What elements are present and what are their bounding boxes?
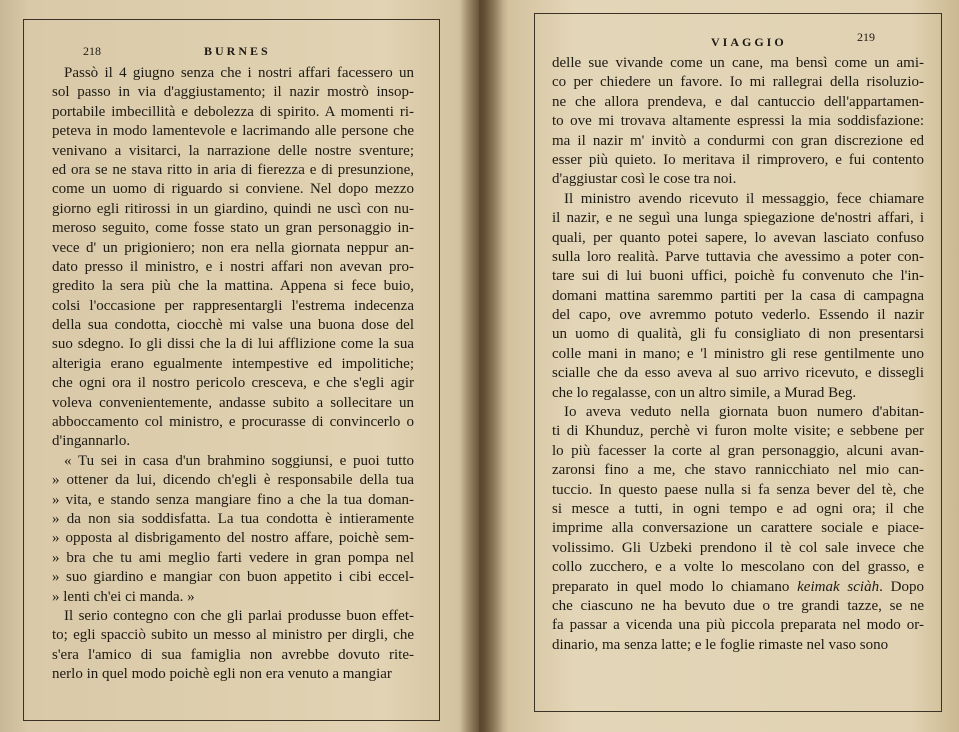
text-line: Il serio contegno con che gli parlai produsse buon effet- <box>64 607 414 624</box>
text-line: tuccio. In questo paese nulla si fa senza bever del tè, che <box>552 481 924 498</box>
text-line: Passò il 4 giugno senza che i nostri affari facessero un <box>64 65 414 81</box>
text-line: » bra che tu ami meglio farti vedere in gran pompa nel <box>52 549 414 566</box>
text-line: s'era l'amico di sua famiglia non avrebbe dovuto rite- <box>52 646 414 663</box>
text-line: ti di Khunduz, perchè vi furon molte visite; e sebbene per <box>552 423 924 440</box>
right-running-head: VIAGGIO <box>711 35 787 49</box>
text-line: sulla loro realità. Parve tuttavia che avessimo a poter con- <box>552 248 924 265</box>
text-line: d'ingannarlo. <box>52 433 131 450</box>
text-line: suo sdegno. Io gli dissi che la di lui afflizione come la sua <box>52 336 414 353</box>
text-line: vece d' un prigioniero; non era nella giornata neppur an- <box>52 239 414 256</box>
text-line: venivano a visitarci, la narrazione delle nostre sventure; <box>52 142 414 159</box>
text-line: zaronsi fino a me, che stavo rannicchiato nel mio can- <box>552 462 924 479</box>
text-line: meroso seguito, come fosse stato un gran personaggio in- <box>52 220 414 237</box>
text-line: quali, per quanto potei sapere, lo avevan lasciato confuso <box>552 229 924 246</box>
right-page-body <box>552 54 924 655</box>
right-page <box>479 0 959 732</box>
text-line: lo più facesser la corte al gran personaggio, alcuni avan- <box>552 442 924 459</box>
text-line: nerlo in quel modo poichè egli non era venuto a mangiar <box>52 666 392 683</box>
text-line: » da non sia soddisfatta. La tua condotta è intieramente <box>52 510 414 527</box>
text-line: peteva in modo lamentevole e lacrimando alle persone che <box>52 123 414 140</box>
text-line: dinario, ma senza latte; e le foglie rimaste nel vaso sono <box>552 636 889 653</box>
text-line: voleva convenientemente, andasse subito a sollecitare un <box>52 394 414 411</box>
text-line: domani mattina saremmo partiti per la casa di campagna <box>552 287 924 304</box>
right-page-number: 219 <box>857 30 875 44</box>
text-line: come un uomo di riguardo si conviene. Nel dopo mezzo <box>52 181 414 198</box>
left-page-body <box>52 64 414 685</box>
text-line: co per chiedere un favore. Io mi rallegrai della risoluzio- <box>552 74 924 91</box>
text-line: volissimo. Gli Uzbeki prendono il tè col sale invece che <box>552 539 924 556</box>
left-page <box>0 0 479 732</box>
text-line: tare sui di lui buoni uffici, poichè fu convenuto che l'in- <box>552 268 924 285</box>
text-line: ed ora se ne stava ritto in aria di fierezza e di presunzione, <box>52 161 414 178</box>
text-line: fa passar a vicenda una più piccola preparata nel modo or- <box>552 617 924 634</box>
text-line <box>552 578 924 597</box>
text-line: » lenti ch'ei ci manda. » <box>52 588 195 605</box>
text-line: « Tu sei in casa d'un brahmino soggiunsi, e puoi tutto <box>64 452 414 469</box>
text-line-part: preparato in quel modo lo chiamano <box>552 578 798 595</box>
text-line: » suo giardino e mangiar con buon appetito i cibi eccel- <box>52 569 414 586</box>
text-line: che ciascuno ne ha bevuto due o tre grandi tazze, se ne <box>552 597 924 614</box>
left-running-head: BURNES <box>204 44 271 58</box>
text-line: ne che allora prendeva, e dal cantuccio dell'appartamen- <box>552 93 924 110</box>
text-line: della sua condotta, ciocchè mi valse una buona dose del <box>52 317 414 334</box>
text-line: colsi l'occasione per rappresentargli l'estrema indecenza <box>52 297 414 314</box>
text-line: » vita, e stando senza mangiare fino a che la tua doman- <box>52 491 414 508</box>
text-line: esser più quieto. Io meritava il rimprovero, e fui contento <box>552 151 924 168</box>
text-line: alterigia erano egualmente intempestive ed impolitiche; <box>52 355 414 372</box>
text-line: dato presso il ministro, e i nostri affari non avevan pro- <box>52 258 414 275</box>
gutter-shadow-left <box>458 0 479 732</box>
text-line: portabile imbecillità e debolezza di spirito. A momenti ri- <box>52 103 414 120</box>
text-line: giorno egli ritirossi in un giardino, quindi ne uscì con nu- <box>52 200 414 217</box>
text-line: Io aveva veduto nella giornata buon numero d'abitan- <box>564 404 924 421</box>
left-page-number: 218 <box>83 44 101 58</box>
text-line: scialle che da esso aveva al suo arrivo ricevuto, e dissegli <box>552 365 924 382</box>
text-line: sol passo in via d'aggiustamento; il nazir mostrò insop- <box>52 84 414 101</box>
text-line: d'aggiustar così le cose tra noi. <box>552 171 737 188</box>
text-line: un uomo di qualità, gli fu consigliato di non presentarsi <box>552 326 924 343</box>
text-line: il nazir, e ne seguì una lunga spiegazione de'nostri affari, i <box>552 210 924 227</box>
text-line: che lo regalasse, con un altro simile, a Murad Beg. <box>552 384 857 401</box>
text-line: gredito la sera più che la mattina. Appena si fece buio, <box>52 278 414 295</box>
text-line: abboccamento col ministro, e procurasse di convincerlo o <box>52 414 414 431</box>
text-line: Il ministro avendo ricevuto il messaggio, fece chiamare <box>564 190 924 207</box>
text-line: to; egli spacciò subito un messo al ministro per dirgli, che <box>52 627 414 644</box>
text-line: » opposta al disbrigamento del nostro affare, poichè sem- <box>52 530 414 547</box>
text-line: ma il nazir m' invitò a condurmi con gran discrezione ed <box>552 132 924 149</box>
text-line-part: . Dopo <box>879 578 924 595</box>
text-line: colle mani in mano; e 'l ministro gli rese gentilmente uno <box>552 345 924 362</box>
text-line: delle sue vivande come un cane, ma bensì come un ami- <box>552 55 924 71</box>
text-line: imprime alla conversazione un carattere sociale e piace- <box>552 520 924 537</box>
text-line: to ove mi trovava altamente espressi la mia soddisfazione: <box>552 113 924 130</box>
text-line: » ottener da lui, dicendo ch'egli è responsabile della tua <box>52 472 414 489</box>
gutter-shadow-right <box>479 0 509 732</box>
text-line: del capo, ove avremmo potuto vederlo. Essendo il nazir <box>552 307 924 324</box>
italic-term: keimak sciàh <box>797 578 880 595</box>
text-line: si mesce a tutti, in ogni tempo e ad ogni ora; il che <box>552 500 924 517</box>
text-line: collo zucchero, e a volte lo mescolano con del grasso, e <box>552 559 924 576</box>
text-line: che ogni ora il nostro pericolo cresceva, e che s'egli agir <box>52 375 414 392</box>
